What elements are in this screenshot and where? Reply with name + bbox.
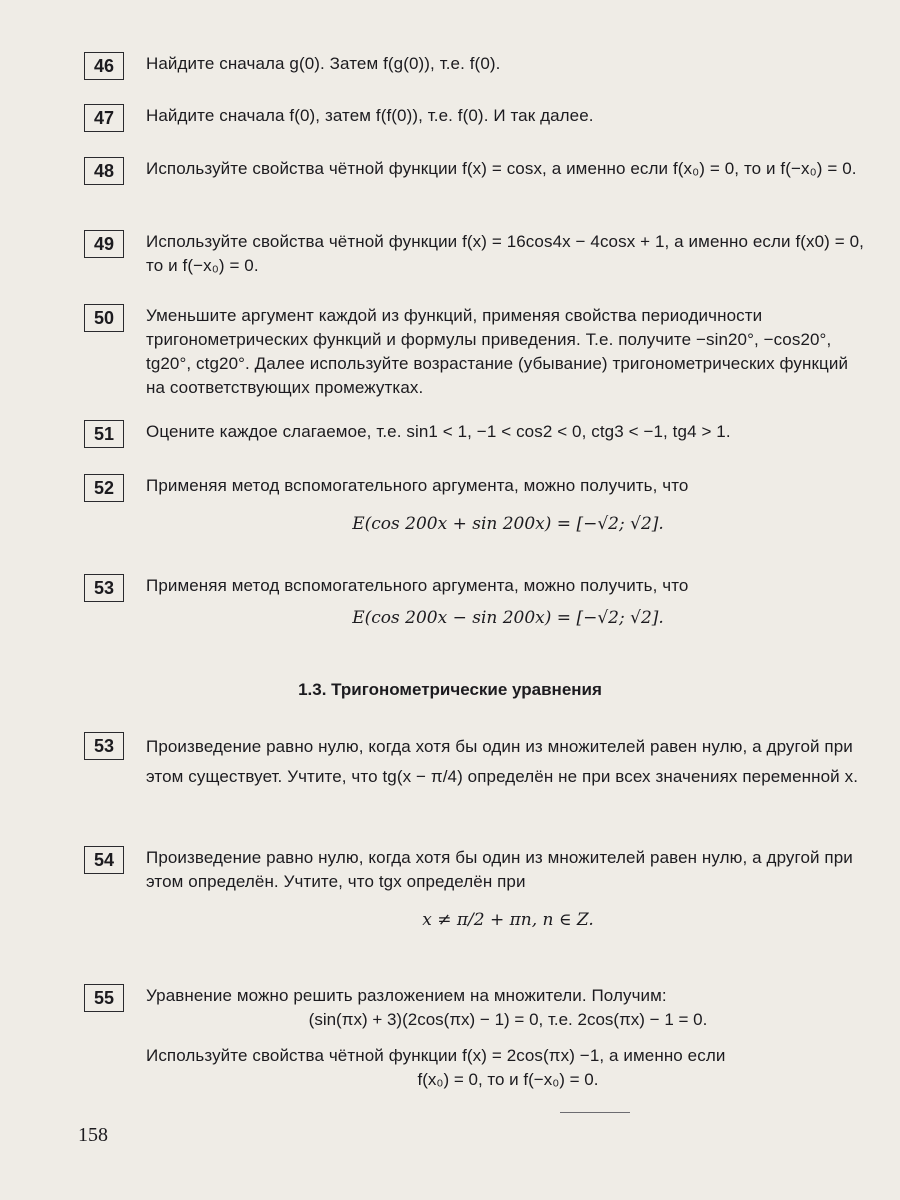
item-number: 55 [84, 984, 124, 1012]
answer-item-53b [84, 732, 870, 792]
answer-item-51 [84, 420, 870, 444]
item-hint: Применяя метод вспомогательного аргумента, можно получить, что [146, 476, 689, 495]
item-formula: E(cos 200x − sin 200x) = [−√2; √2]. [352, 608, 664, 628]
answer-item-54 [84, 846, 870, 934]
item-number: 50 [84, 304, 124, 332]
answer-item-48 [84, 157, 870, 181]
item-number: 47 [84, 104, 124, 132]
item-number: 53 [84, 732, 124, 760]
section-title: 1.3. Тригонометрические уравнения [298, 680, 602, 699]
item-hint-continued: Используйте свойства чётной функции f(x) = 2cos(πx) −1, а именно если [146, 1046, 726, 1065]
item-hint: Применяя метод вспомогательного аргумента, можно получить, что [146, 576, 689, 595]
item-hint: Найдите сначала f(0), затем f(f(0)), т.е. f(0). И так далее. [146, 106, 594, 125]
item-hint: Уменьшите аргумент каждой из функций, применяя свойства периодичности тригонометрических функций и формулы приведения. Т.е. получите −sin20°, −cos20°, tg20°, ctg20°. Далее используйте возрастание (убывание) тригонометрических функций на соответствующих промежутках. [146, 306, 849, 397]
item-hint: Используйте свойства чётной функции f(x) = 16cos4x − 4cosx + 1, а именно если f(x0) = 0, то и f(−x₀) = 0. [146, 232, 864, 275]
item-number: 48 [84, 157, 124, 185]
answer-item-52 [84, 474, 870, 538]
item-formula: E(cos 200x + sin 200x) = [−√2; √2]. [352, 514, 664, 534]
item-number: 52 [84, 474, 124, 502]
item-formula: x ≠ π/2 + πn, n ∈ Z. [422, 910, 594, 930]
answer-item-55 [84, 984, 870, 1092]
item-hint: Произведение равно нулю, когда хотя бы один из множителей равен нулю, а другой при этом существует. Учтите, что tg(x − π/4) определён не при всех значениях переменной x. [146, 737, 859, 786]
answer-item-53 [84, 574, 870, 632]
item-hint: Произведение равно нулю, когда хотя бы один из множителей равен нулю, а другой при этом определён. Учтите, что tgx определён при [146, 848, 853, 891]
item-number: 51 [84, 420, 124, 448]
page-number: 158 [78, 1124, 108, 1146]
answer-item-46 [84, 52, 870, 76]
item-number: 49 [84, 230, 124, 258]
item-hint: Найдите сначала g(0). Затем f(g(0)), т.е. f(0). [146, 54, 501, 73]
divider-line [560, 1112, 630, 1113]
item-number: 54 [84, 846, 124, 874]
item-hint: Уравнение можно решить разложением на множители. Получим: [146, 986, 667, 1005]
answer-item-49 [84, 230, 870, 278]
item-condition: f(x₀) = 0, то и f(−x₀) = 0. [417, 1070, 599, 1089]
item-number: 46 [84, 52, 124, 80]
item-hint: Оцените каждое слагаемое, т.е. sin1 < 1, −1 < cos2 < 0, ctg3 < −1, tg4 > 1. [146, 422, 731, 441]
item-hint: Используйте свойства чётной функции f(x) = cosx, а именно если f(x₀) = 0, то и f(−x₀) = 0. [146, 159, 857, 178]
item-equation: (sin(πx) + 3)(2cos(πx) − 1) = 0, т.е. 2cos(πx) − 1 = 0. [308, 1010, 708, 1029]
answer-item-47 [84, 104, 870, 128]
item-number: 53 [84, 574, 124, 602]
answer-item-50 [84, 304, 870, 400]
